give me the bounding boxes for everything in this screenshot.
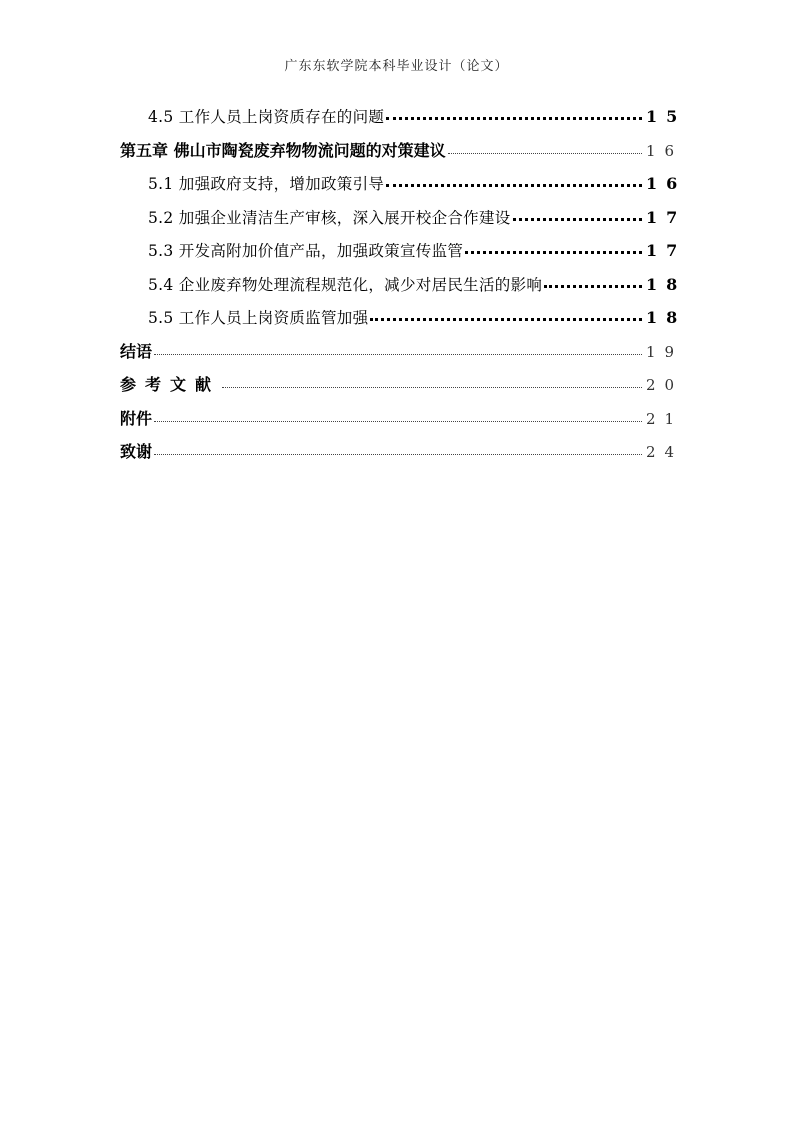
toc-entry-5-3[interactable] — [120, 234, 687, 268]
toc-page-number: 17 — [646, 241, 687, 260]
toc-entry-title: 结语 — [120, 341, 153, 361]
page-header: 广东东软学院本科毕业设计（论文） — [284, 59, 509, 74]
toc-page-number: 18 — [646, 308, 687, 327]
toc-page-number: 19 — [646, 342, 684, 361]
toc-entry-title: 5.2 加强企业清洁生产审核，深入展开校企合作建设 — [148, 208, 511, 227]
toc-dot-leader — [544, 275, 642, 288]
toc-entry-title: 附件 — [120, 408, 153, 428]
toc-dot-leader — [513, 208, 642, 221]
toc-entry-acknowledgements[interactable] — [120, 435, 684, 469]
toc-dot-leader — [154, 411, 642, 422]
toc-dot-leader — [154, 344, 642, 355]
toc-entry-title: 4.5 工作人员上岗资质存在的问题 — [148, 108, 385, 126]
toc-entry-references[interactable] — [120, 368, 684, 402]
toc-page-number: 16 — [646, 141, 684, 160]
toc-entry-5-1[interactable] — [120, 167, 687, 201]
toc-dot-leader — [448, 143, 642, 154]
toc-page-number: 24 — [646, 443, 684, 461]
toc-entry-title: 5.1 加强政府支持，增加政策引导 — [148, 175, 385, 193]
toc-dot-leader — [370, 308, 642, 321]
toc-entry-title: 致谢 — [120, 442, 153, 461]
toc-dot-leader — [386, 107, 642, 120]
toc-page-number: 21 — [646, 409, 684, 428]
toc-entry-appendix[interactable] — [120, 402, 684, 436]
toc-entry-chapter-5[interactable] — [120, 134, 684, 168]
toc-entry-title: 第五章 佛山市陶瓷废弃物物流问题的对策建议 — [120, 140, 446, 160]
toc-page-number: 15 — [646, 107, 687, 126]
toc-entry-title: 5.4 企业废弃物处理流程规范化，减少对居民生活的影响 — [148, 275, 543, 294]
toc-entry-conclusion[interactable] — [120, 335, 684, 369]
toc-page-number: 18 — [646, 274, 687, 294]
toc-entry-title: 参考文献 — [120, 375, 221, 394]
toc-page-number: 16 — [646, 174, 687, 193]
toc-entry-5-2[interactable] — [120, 201, 687, 235]
toc-page-number: 20 — [646, 376, 684, 394]
table-of-contents — [120, 100, 687, 469]
header-rule — [120, 82, 670, 83]
toc-entry-title: 5.5 工作人员上岗资质监管加强 — [148, 309, 369, 327]
toc-dot-leader — [386, 174, 642, 187]
toc-entry-5-5[interactable] — [120, 301, 687, 335]
toc-entry-title: 5.3 开发高附加价值产品，加强政策宣传监管 — [148, 242, 464, 260]
toc-entry-5-4[interactable] — [120, 268, 687, 302]
toc-entry-4-5[interactable] — [120, 100, 687, 134]
toc-page-number: 17 — [646, 207, 687, 227]
toc-dot-leader — [154, 444, 642, 455]
toc-dot-leader — [465, 241, 642, 254]
toc-dot-leader — [222, 377, 642, 388]
